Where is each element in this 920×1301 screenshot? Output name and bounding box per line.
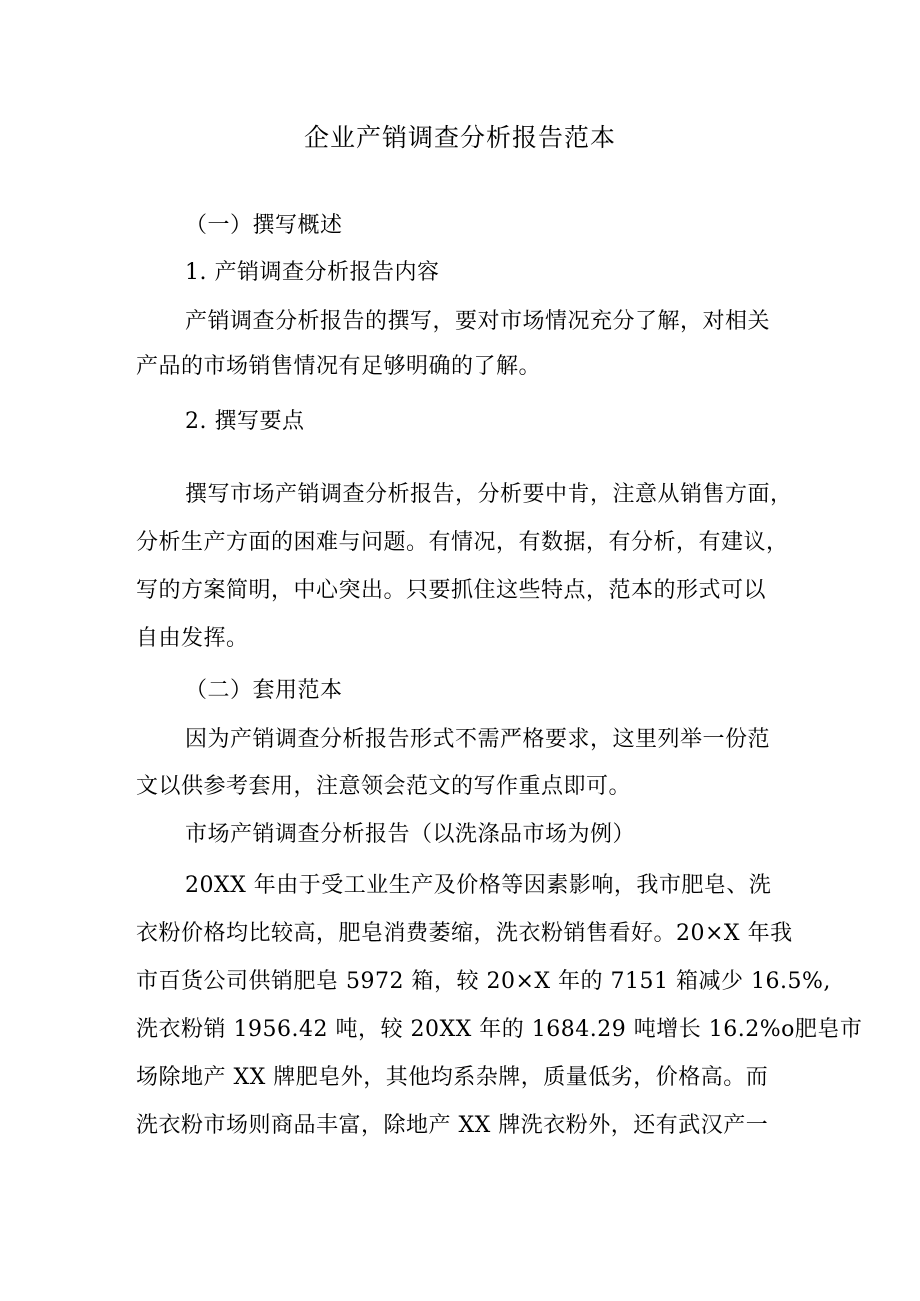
paragraph-line: 写的方案简明，中心突出。只要抓住这些特点，范本的形式可以	[136, 578, 767, 603]
paragraph-line: 洗衣粉市场则商品丰富，除地产 XX 牌洗衣粉外，还有武汉产一	[136, 1113, 769, 1138]
paragraph-line: 场除地产 XX 牌肥皂外，其他均系杂牌，质量低劣，价格高。而	[136, 1065, 769, 1090]
paragraph-line: 产品的市场销售情况有足够明确的了解。	[136, 354, 542, 379]
paragraph-line: 文以供参考套用，注意领会范文的写作重点即可。	[136, 774, 632, 799]
paragraph-line: 产销调查分析报告的撰写，要对市场情况充分了解，对相关	[185, 309, 771, 334]
subheading-report-content: 1. 产销调查分析报告内容	[185, 260, 440, 285]
paragraph-line: 分析生产方面的困难与问题。有情况，有数据，有分析，有建议，	[136, 530, 789, 555]
paragraph-line: 衣粉价格均比较高，肥皂消费萎缩，洗衣粉销售看好。20×X 年我	[136, 921, 793, 946]
document-title: 企业产销调查分析报告范本	[303, 123, 616, 152]
sample-report-title: 市场产销调查分析报告（以洗涤品市场为例）	[185, 822, 636, 847]
paragraph-line: 市百货公司供销肥皂 5972 箱，较 20×X 年的 7151 箱减少 16.5%,	[136, 969, 831, 994]
section-heading-overview: （一）撰写概述	[185, 213, 343, 238]
paragraph-line: 撰写市场产销调查分析报告，分析要中肯，注意从销售方面，	[185, 482, 793, 507]
paragraph-line: 自由发挥。	[136, 626, 249, 651]
section-heading-template: （二）套用范本	[185, 678, 343, 703]
paragraph-line: 20XX 年由于受工业生产及价格等因素影响，我市肥皂、洗	[185, 873, 772, 898]
paragraph-line: 因为产销调查分析报告形式不需严格要求，这里列举一份范	[185, 727, 771, 752]
paragraph-line: 洗衣粉销 1956.42 吨，较 20XX 年的 1684.29 吨增长 16.2%o肥皂市	[136, 1017, 863, 1042]
subheading-key-points: 2. 撰写要点	[185, 409, 305, 434]
